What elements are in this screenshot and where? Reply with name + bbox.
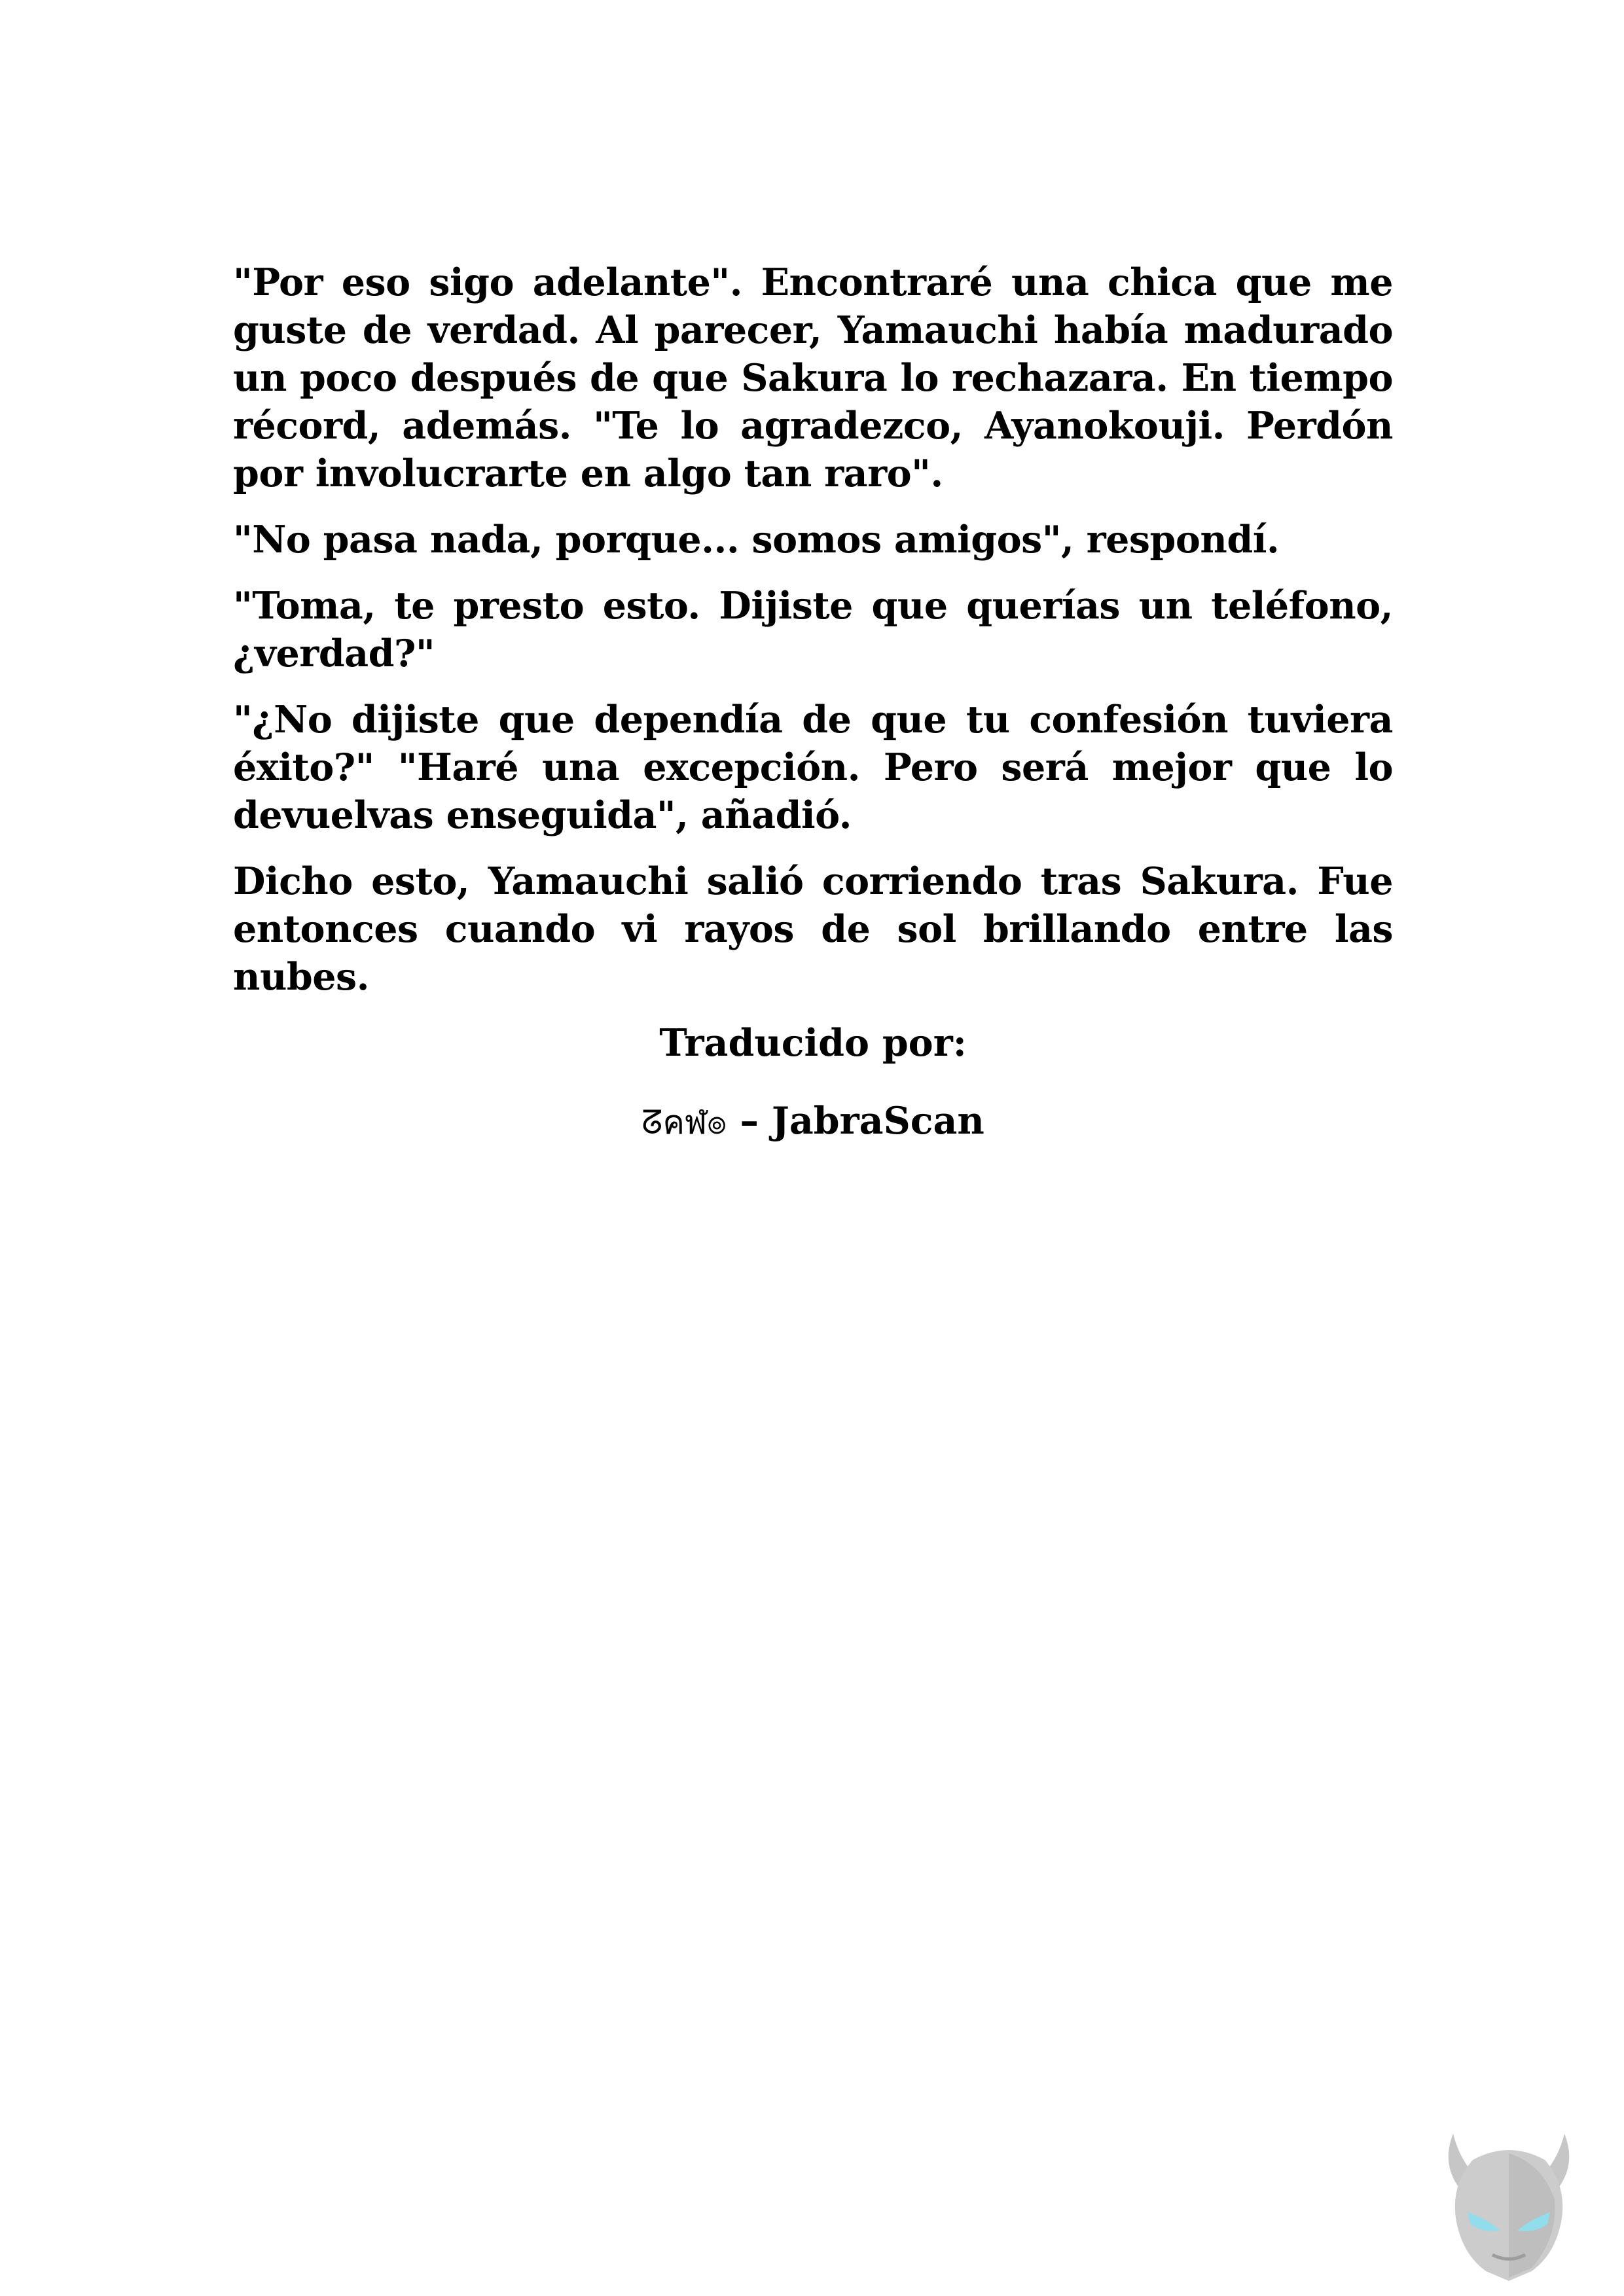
paragraph-4: "¿No dijiste que dependía de que tu confesión tuviera éxito?" "Haré una excepción. Pero será mejor que lo devuelvas enseguida", añadió. [233,698,1393,837]
document-body [233,259,1393,1147]
paragraph-2: "No pasa nada, porque... somos amigos", respondí. [233,518,1280,562]
credits-separator: – [727,1099,772,1143]
demon-head-logo-svg [1427,2114,1591,2284]
scan-group-name: JabraScan [771,1099,984,1143]
credits-line [233,1097,1393,1147]
demon-head-logo-icon [1427,2114,1591,2284]
paragraph-5: Dicho esto, Yamauchi salió corriendo tras Sakura. Fue entonces cuando vi rayos de sol brillando entre las nubes. [233,859,1393,999]
paragraph-3: "Toma, te presto esto. Dijiste que querías un teléfono, ¿verdad?" [233,584,1393,675]
translator-handle: ᘔคฬ๏ [641,1103,727,1141]
credits-heading: Traducido por: [659,1021,967,1065]
paragraph-1: "Por eso sigo adelante". Encontraré una chica que me guste de verdad. Al parecer, Yamauchi había madurado un poco después de que Sakura lo rechazara. En tiempo récord, además. "Te lo agradezco, Ayanokouji. Perdón por involucrarte en algo tan raro". [233,260,1393,495]
